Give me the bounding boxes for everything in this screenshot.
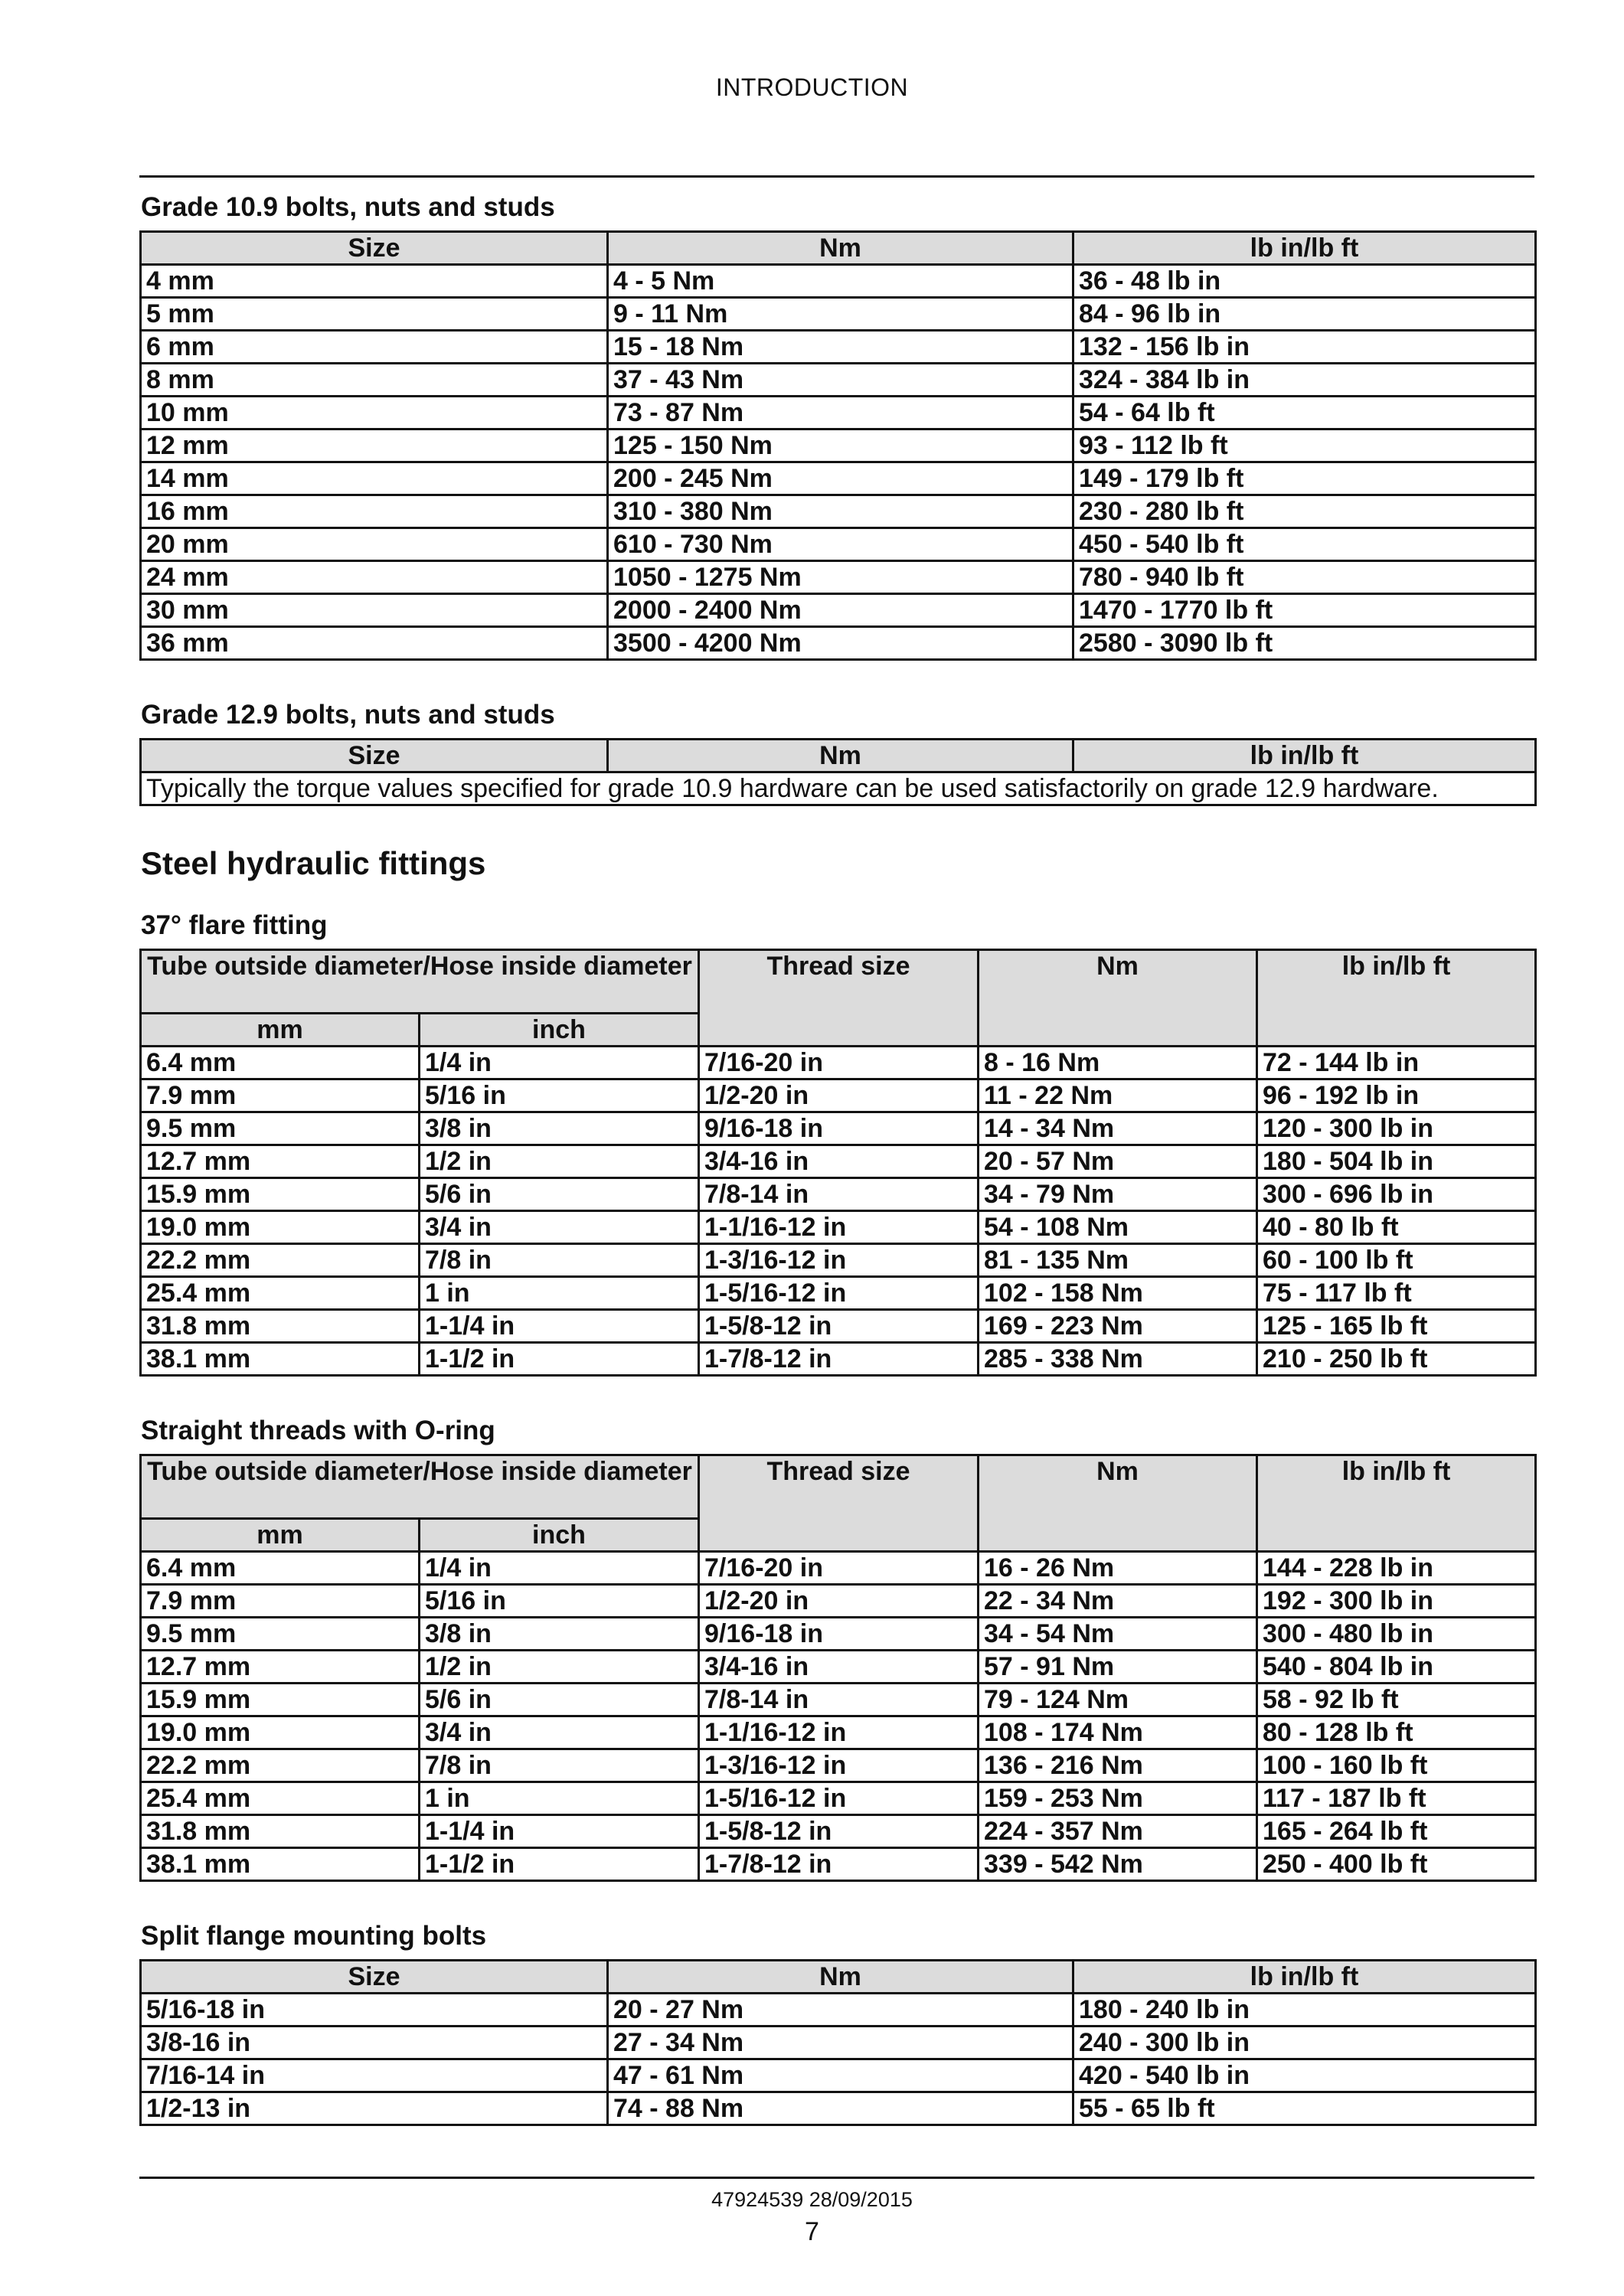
table-cell: 25.4 mm (141, 1782, 420, 1815)
col-thread-size: Thread size (699, 950, 979, 1047)
table-cell: 1470 - 1770 lb ft (1073, 594, 1536, 627)
table-cell: 1-7/8-12 in (699, 1848, 979, 1881)
table-cell: 15.9 mm (141, 1178, 420, 1211)
table-cell: 31.8 mm (141, 1815, 420, 1848)
table-cell: 84 - 96 lb in (1073, 298, 1536, 331)
table-cell: 25.4 mm (141, 1277, 420, 1310)
table-cell: 1-1/16-12 in (699, 1716, 979, 1749)
table-cell: 80 - 128 lb ft (1257, 1716, 1536, 1749)
table-header-row (141, 1455, 1536, 1519)
col-size: Size (141, 232, 608, 265)
table-cell: 19.0 mm (141, 1211, 420, 1244)
table-cell: 200 - 245 Nm (608, 462, 1073, 495)
flare37-title: 37° flare fitting (141, 910, 328, 940)
table-cell: 3/4-16 in (699, 1145, 979, 1178)
table-cell: 40 - 80 lb ft (1257, 1211, 1536, 1244)
table-cell: 81 - 135 Nm (979, 1244, 1257, 1277)
steel-section-title: Steel hydraulic fittings (141, 845, 486, 881)
oring-rows (141, 1552, 1536, 1881)
col-nm: Nm (608, 740, 1073, 772)
table-row (141, 561, 1536, 594)
table-cell: 93 - 112 lb ft (1073, 429, 1536, 462)
table-cell: 169 - 223 Nm (979, 1310, 1257, 1343)
table-cell: 20 - 27 Nm (608, 1994, 1073, 2027)
table-row (141, 594, 1536, 627)
table-cell: 12 mm (141, 429, 608, 462)
table-cell: 108 - 174 Nm (979, 1716, 1257, 1749)
table-row (141, 1749, 1536, 1782)
table-cell: 7/16-14 in (141, 2059, 608, 2092)
table-cell: 3/4 in (420, 1716, 699, 1749)
table-cell: 324 - 384 lb in (1073, 364, 1536, 397)
table-cell: 117 - 187 lb ft (1257, 1782, 1536, 1815)
table-cell: 7.9 mm (141, 1585, 420, 1618)
table-cell: 73 - 87 Nm (608, 397, 1073, 429)
table-header-row (141, 740, 1536, 772)
table-row (141, 1552, 1536, 1585)
table-cell: 12.7 mm (141, 1145, 420, 1178)
table-row (141, 1815, 1536, 1848)
table-header-row (141, 232, 1536, 265)
table-header-row (141, 1961, 1536, 1994)
table-row (141, 1310, 1536, 1343)
grade109-title: Grade 10.9 bolts, nuts and studs (141, 192, 555, 222)
footer-rule (139, 2177, 1534, 2179)
table-cell: 3/4-16 in (699, 1651, 979, 1684)
table-row (141, 397, 1536, 429)
table-cell: 180 - 240 lb in (1073, 1994, 1536, 2027)
table-row (141, 1618, 1536, 1651)
table-row (141, 1994, 1536, 2027)
table-cell: 22.2 mm (141, 1749, 420, 1782)
table-cell: 339 - 542 Nm (979, 1848, 1257, 1881)
table-cell: 1/2-20 in (699, 1079, 979, 1112)
table-row (141, 265, 1536, 298)
table-row (141, 495, 1536, 528)
table-cell: 4 - 5 Nm (608, 265, 1073, 298)
table-cell: 6 mm (141, 331, 608, 364)
col-mm: mm (141, 1014, 420, 1047)
table-cell: 1-3/16-12 in (699, 1244, 979, 1277)
table-cell: 1-1/4 in (420, 1815, 699, 1848)
table-cell: 54 - 108 Nm (979, 1211, 1257, 1244)
table-row (141, 627, 1536, 660)
table-cell: 15 - 18 Nm (608, 331, 1073, 364)
table-cell: 47 - 61 Nm (608, 2059, 1073, 2092)
table-cell: 54 - 64 lb ft (1073, 397, 1536, 429)
table-cell: 230 - 280 lb ft (1073, 495, 1536, 528)
table-row (141, 1651, 1536, 1684)
table-cell: 5/16-18 in (141, 1994, 608, 2027)
table-cell: 165 - 264 lb ft (1257, 1815, 1536, 1848)
table-cell: 6.4 mm (141, 1047, 420, 1079)
table-row (141, 462, 1536, 495)
table-row (141, 772, 1536, 805)
page-number: 7 (805, 2217, 819, 2246)
table-row (141, 1585, 1536, 1618)
table-row (141, 2092, 1536, 2125)
table-cell: 125 - 150 Nm (608, 429, 1073, 462)
table-cell: 3500 - 4200 Nm (608, 627, 1073, 660)
table-row (141, 1782, 1536, 1815)
table-cell: 240 - 300 lb in (1073, 2027, 1536, 2059)
table-cell: 192 - 300 lb in (1257, 1585, 1536, 1618)
table-cell: 1050 - 1275 Nm (608, 561, 1073, 594)
split-flange-title: Split flange mounting bolts (141, 1921, 487, 1951)
table-row (141, 298, 1536, 331)
col-thread-size: Thread size (699, 1455, 979, 1552)
table-cell: 34 - 79 Nm (979, 1178, 1257, 1211)
grade129-note: Typically the torque values specified for grade 10.9 hardware can be used satisfactorily on grade 12.9 hardware. (141, 772, 1536, 805)
table-row (141, 1848, 1536, 1881)
table-cell: 9.5 mm (141, 1618, 420, 1651)
table-cell: 3/8 in (420, 1112, 699, 1145)
table-cell: 36 - 48 lb in (1073, 265, 1536, 298)
document-code: 47924539 28/09/2015 (711, 2188, 913, 2211)
table-row (141, 1244, 1536, 1277)
table-cell: 300 - 696 lb in (1257, 1178, 1536, 1211)
table-cell: 180 - 504 lb in (1257, 1145, 1536, 1178)
table-cell: 7/16-20 in (699, 1047, 979, 1079)
col-nm: Nm (608, 1961, 1073, 1994)
table-cell: 1-1/4 in (420, 1310, 699, 1343)
table-cell: 1/4 in (420, 1552, 699, 1585)
table-cell: 58 - 92 lb ft (1257, 1684, 1536, 1716)
table-row (141, 1079, 1536, 1112)
table-cell: 7/8 in (420, 1244, 699, 1277)
table-row (141, 2027, 1536, 2059)
table-cell: 9/16-18 in (699, 1112, 979, 1145)
table-cell: 2580 - 3090 lb ft (1073, 627, 1536, 660)
table-cell: 420 - 540 lb in (1073, 2059, 1536, 2092)
table-cell: 5/16 in (420, 1079, 699, 1112)
table-cell: 1-1/2 in (420, 1343, 699, 1376)
table-cell: 1-5/8-12 in (699, 1815, 979, 1848)
table-cell: 1-3/16-12 in (699, 1749, 979, 1782)
grade109-table (139, 230, 1537, 661)
table-cell: 1/2-13 in (141, 2092, 608, 2125)
col-nm: Nm (979, 1455, 1257, 1552)
grade109-rows (141, 265, 1536, 660)
col-mm: mm (141, 1519, 420, 1552)
table-cell: 20 - 57 Nm (979, 1145, 1257, 1178)
split-flange-rows (141, 1994, 1536, 2125)
table-cell: 55 - 65 lb ft (1073, 2092, 1536, 2125)
table-cell: 450 - 540 lb ft (1073, 528, 1536, 561)
table-cell: 1-5/16-12 in (699, 1782, 979, 1815)
oring-table (139, 1454, 1537, 1882)
table-cell: 31.8 mm (141, 1310, 420, 1343)
split-flange-table (139, 1959, 1537, 2126)
table-cell: 22.2 mm (141, 1244, 420, 1277)
table-cell: 10 mm (141, 397, 608, 429)
oring-title: Straight threads with O-ring (141, 1416, 495, 1445)
table-cell: 7/8-14 in (699, 1178, 979, 1211)
table-row (141, 1343, 1536, 1376)
table-row (141, 331, 1536, 364)
table-cell: 34 - 54 Nm (979, 1618, 1257, 1651)
table-cell: 224 - 357 Nm (979, 1815, 1257, 1848)
table-cell: 79 - 124 Nm (979, 1684, 1257, 1716)
col-nm: Nm (979, 950, 1257, 1047)
grade129-table (139, 738, 1537, 806)
table-cell: 19.0 mm (141, 1716, 420, 1749)
col-tube-diameter: Tube outside diameter/Hose inside diameter (141, 1455, 699, 1519)
table-cell: 36 mm (141, 627, 608, 660)
col-inch: inch (420, 1519, 699, 1552)
table-cell: 780 - 940 lb ft (1073, 561, 1536, 594)
table-cell: 72 - 144 lb in (1257, 1047, 1536, 1079)
table-cell: 1/2 in (420, 1651, 699, 1684)
table-cell: 74 - 88 Nm (608, 2092, 1073, 2125)
table-cell: 5 mm (141, 298, 608, 331)
table-cell: 144 - 228 lb in (1257, 1552, 1536, 1585)
table-cell: 9 - 11 Nm (608, 298, 1073, 331)
grade129-title: Grade 12.9 bolts, nuts and studs (141, 700, 555, 730)
table-cell: 96 - 192 lb in (1257, 1079, 1536, 1112)
table-cell: 3/8 in (420, 1618, 699, 1651)
table-row (141, 1112, 1536, 1145)
table-cell: 6.4 mm (141, 1552, 420, 1585)
table-cell: 16 mm (141, 495, 608, 528)
table-cell: 9/16-18 in (699, 1618, 979, 1651)
table-cell: 8 mm (141, 364, 608, 397)
table-cell: 60 - 100 lb ft (1257, 1244, 1536, 1277)
table-row (141, 528, 1536, 561)
table-cell: 15.9 mm (141, 1684, 420, 1716)
table-cell: 37 - 43 Nm (608, 364, 1073, 397)
table-cell: 16 - 26 Nm (979, 1552, 1257, 1585)
col-nm: Nm (608, 232, 1073, 265)
table-row (141, 1211, 1536, 1244)
table-cell: 1-1/2 in (420, 1848, 699, 1881)
table-cell: 24 mm (141, 561, 608, 594)
table-row (141, 1716, 1536, 1749)
table-row (141, 364, 1536, 397)
table-cell: 7/8-14 in (699, 1684, 979, 1716)
col-lb: lb in/lb ft (1073, 1961, 1536, 1994)
table-row (141, 1277, 1536, 1310)
table-row (141, 1145, 1536, 1178)
table-cell: 11 - 22 Nm (979, 1079, 1257, 1112)
header-rule (139, 175, 1534, 178)
table-cell: 14 mm (141, 462, 608, 495)
flare37-rows (141, 1047, 1536, 1376)
table-cell: 540 - 804 lb in (1257, 1651, 1536, 1684)
table-cell: 136 - 216 Nm (979, 1749, 1257, 1782)
table-cell: 1-5/8-12 in (699, 1310, 979, 1343)
table-cell: 310 - 380 Nm (608, 495, 1073, 528)
table-cell: 57 - 91 Nm (979, 1651, 1257, 1684)
table-cell: 159 - 253 Nm (979, 1782, 1257, 1815)
table-cell: 4 mm (141, 265, 608, 298)
col-size: Size (141, 1961, 608, 1994)
table-cell: 1-5/16-12 in (699, 1277, 979, 1310)
table-cell: 120 - 300 lb in (1257, 1112, 1536, 1145)
table-cell: 27 - 34 Nm (608, 2027, 1073, 2059)
col-size: Size (141, 740, 608, 772)
table-cell: 100 - 160 lb ft (1257, 1749, 1536, 1782)
table-cell: 3/8-16 in (141, 2027, 608, 2059)
table-row (141, 2059, 1536, 2092)
table-cell: 1-1/16-12 in (699, 1211, 979, 1244)
col-lb: lb in/lb ft (1073, 740, 1536, 772)
table-cell: 610 - 730 Nm (608, 528, 1073, 561)
table-cell: 38.1 mm (141, 1848, 420, 1881)
table-cell: 8 - 16 Nm (979, 1047, 1257, 1079)
table-cell: 5/16 in (420, 1585, 699, 1618)
table-cell: 102 - 158 Nm (979, 1277, 1257, 1310)
table-header-row (141, 950, 1536, 1014)
table-cell: 38.1 mm (141, 1343, 420, 1376)
table-cell: 1 in (420, 1277, 699, 1310)
col-lb: lb in/lb ft (1073, 232, 1536, 265)
table-cell: 22 - 34 Nm (979, 1585, 1257, 1618)
table-cell: 1-7/8-12 in (699, 1343, 979, 1376)
col-tube-diameter: Tube outside diameter/Hose inside diameter (141, 950, 699, 1014)
flare37-table (139, 949, 1537, 1377)
table-cell: 7/8 in (420, 1749, 699, 1782)
table-row (141, 429, 1536, 462)
table-row (141, 1684, 1536, 1716)
table-cell: 20 mm (141, 528, 608, 561)
table-cell: 12.7 mm (141, 1651, 420, 1684)
table-cell: 285 - 338 Nm (979, 1343, 1257, 1376)
table-cell: 1/2-20 in (699, 1585, 979, 1618)
table-cell: 5/6 in (420, 1684, 699, 1716)
table-cell: 30 mm (141, 594, 608, 627)
table-cell: 75 - 117 lb ft (1257, 1277, 1536, 1310)
table-cell: 5/6 in (420, 1178, 699, 1211)
table-cell: 1 in (420, 1782, 699, 1815)
col-lb: lb in/lb ft (1257, 950, 1536, 1047)
table-cell: 7.9 mm (141, 1079, 420, 1112)
table-cell: 14 - 34 Nm (979, 1112, 1257, 1145)
table-cell: 2000 - 2400 Nm (608, 594, 1073, 627)
col-lb: lb in/lb ft (1257, 1455, 1536, 1552)
table-cell: 210 - 250 lb ft (1257, 1343, 1536, 1376)
col-inch: inch (420, 1014, 699, 1047)
table-row (141, 1178, 1536, 1211)
table-cell: 9.5 mm (141, 1112, 420, 1145)
table-cell: 1/2 in (420, 1145, 699, 1178)
table-row (141, 1047, 1536, 1079)
table-cell: 1/4 in (420, 1047, 699, 1079)
page-header: INTRODUCTION (715, 73, 909, 101)
table-cell: 125 - 165 lb ft (1257, 1310, 1536, 1343)
table-cell: 3/4 in (420, 1211, 699, 1244)
table-cell: 7/16-20 in (699, 1552, 979, 1585)
table-cell: 132 - 156 lb in (1073, 331, 1536, 364)
table-cell: 250 - 400 lb ft (1257, 1848, 1536, 1881)
table-cell: 300 - 480 lb in (1257, 1618, 1536, 1651)
table-cell: 149 - 179 lb ft (1073, 462, 1536, 495)
